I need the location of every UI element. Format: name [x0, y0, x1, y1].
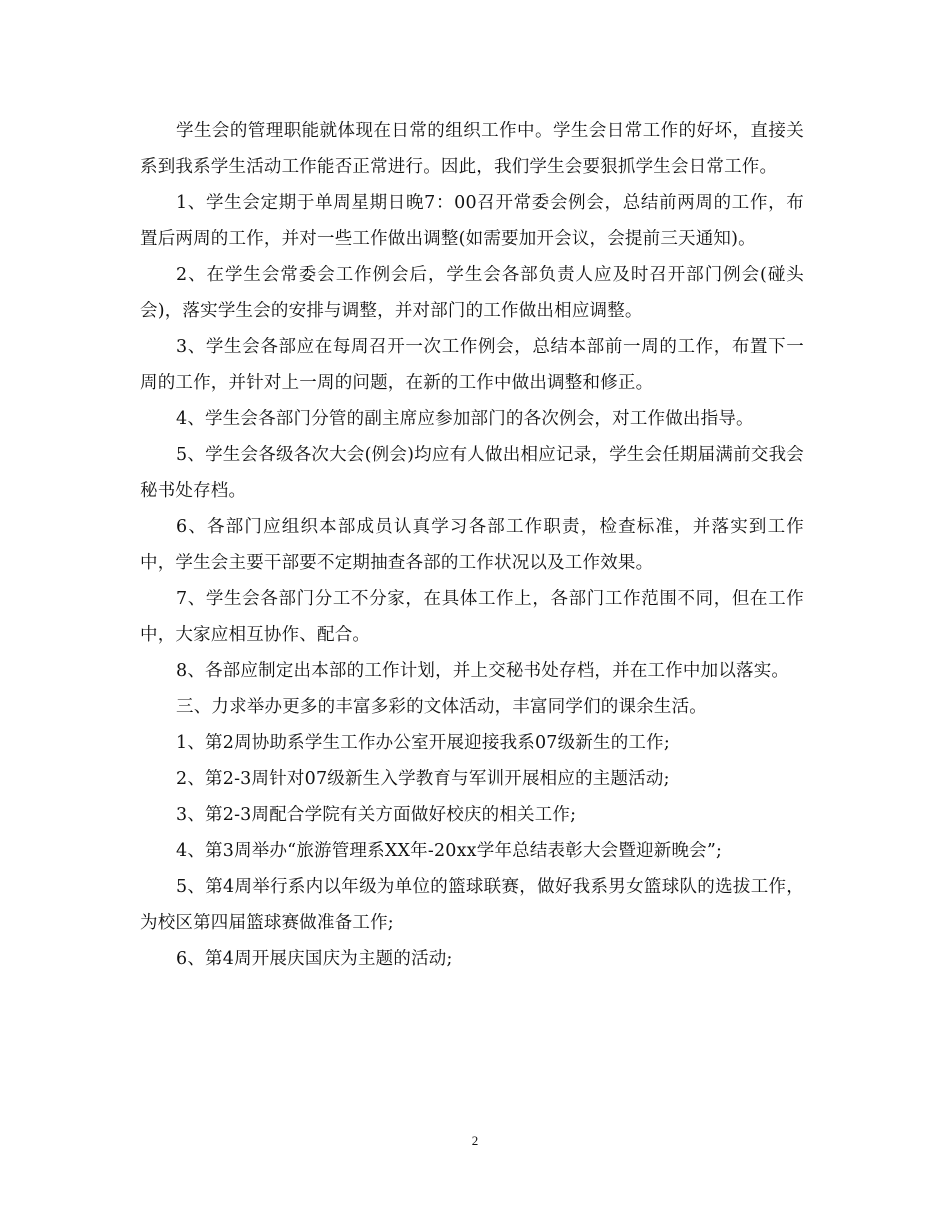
paragraph: 8、各部应制定出本部的工作计划，并上交秘书处存档，并在工作中加以落实。	[176, 661, 790, 681]
paragraph: 5、学生会各级各次大会(例会)均应有人做出相应记录，学生会任期届满前交我会秘书处存档。	[140, 445, 804, 501]
paragraph: 3、学生会各部应在每周召开一次工作例会，总结本部前一周的工作，布置下一周的工作，并针对上一周的问题，在新的工作中做出调整和修正。	[140, 337, 804, 393]
paragraph: 1、第2周协助系学生工作办公室开展迎接我系07级新生的工作;	[176, 733, 670, 753]
paragraph: 2、在学生会常委会工作例会后，学生会各部负责人应及时召开部门例会(碰头会)，落实学生会的安排与调整，并对部门的工作做出相应调整。	[140, 265, 804, 321]
paragraph: 2、第2-3周针对07级新生入学教育与军训开展相应的主题活动;	[176, 769, 670, 789]
paragraph: 4、第3周举办“旅游管理系XX年-20xx学年总结表彰大会暨迎新晚会”;	[176, 841, 723, 861]
paragraph: 6、第4周开展庆国庆为主题的活动;	[176, 949, 453, 969]
page-number: 2	[471, 1133, 479, 1148]
document-body	[140, 113, 804, 977]
paragraph: 5、第4周举行系内以年级为单位的篮球联赛，做好我系男女篮球队的选拔工作，为校区第四届篮球赛做准备工作;	[140, 877, 804, 933]
paragraph: 3、第2-3周配合学院有关方面做好校庆的相关工作;	[176, 805, 577, 825]
paragraph: 7、学生会各部门分工不分家，在具体工作上，各部门工作范围不同，但在工作中，大家应相互协作、配合。	[140, 589, 804, 645]
paragraph: 6、各部门应组织本部成员认真学习各部工作职责，检查标准，并落实到工作中，学生会主要干部要不定期抽查各部的工作状况以及工作效果。	[140, 517, 804, 573]
section-heading: 三、力求举办更多的丰富多彩的文体活动，丰富同学们的课余生活。	[176, 697, 707, 717]
paragraph: 1、学生会定期于单周星期日晚7：00召开常委会例会，总结前两周的工作，布置后两周的工作，并对一些工作做出调整(如需要加开会议，会提前三天通知)。	[140, 193, 804, 249]
paragraph: 学生会的管理职能就体现在日常的组织工作中。学生会日常工作的好坏，直接关系到我系学生活动工作能否正常进行。因此，我们学生会要狠抓学生会日常工作。	[140, 121, 804, 177]
paragraph: 4、学生会各部门分管的副主席应参加部门的各次例会，对工作做出指导。	[176, 409, 754, 429]
